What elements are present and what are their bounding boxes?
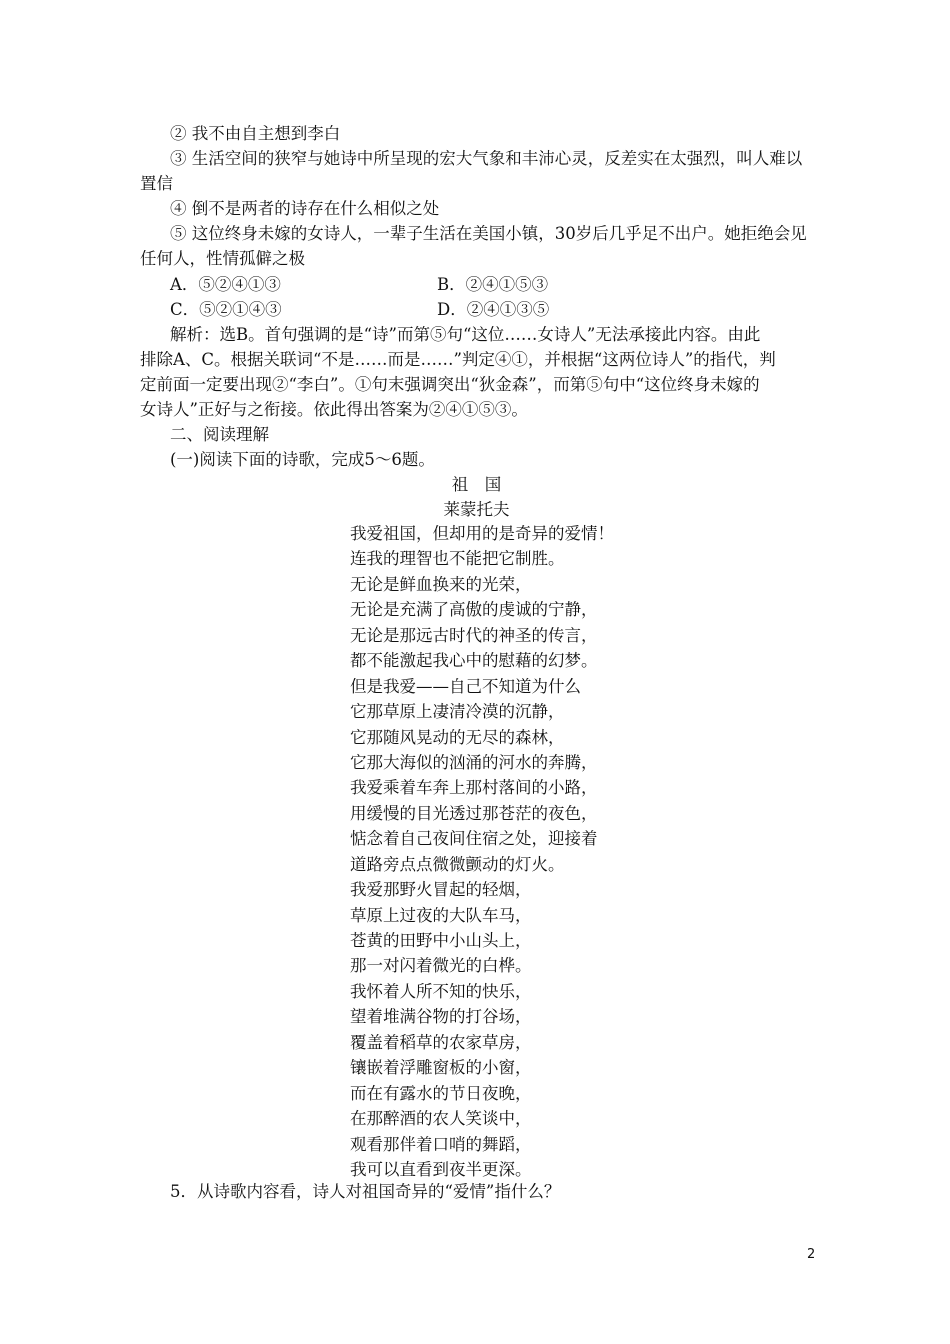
option-item-3-cont: 置信 — [140, 174, 173, 193]
poem-line: 无论是鲜血换来的光荣， — [350, 574, 532, 594]
option-item-2: ② 我不由自主想到李白 — [170, 124, 341, 143]
poem-line: 它那随风晃动的无尽的森林， — [350, 727, 565, 747]
option-item-3: ③ 生活空间的狭窄与她诗中所呈现的宏大气象和丰沛心灵，反差实在太强烈，叫人难以 — [170, 149, 803, 168]
poem-line: 都不能激起我心中的慰藉的幻梦。 — [350, 651, 598, 671]
poem-body — [350, 521, 614, 1182]
option-item-5-cont: 任何人，性情孤僻之极 — [140, 249, 305, 268]
poem-line: 在那醉酒的农人笑谈中， — [350, 1109, 532, 1129]
poem-line: 而在有露水的节日夜晚， — [350, 1083, 532, 1103]
poem-line: 但是我爱——自己不知道为什么 — [350, 676, 581, 696]
section-heading: 二、阅读理解 — [170, 425, 269, 444]
question-5: 5．从诗歌内容看，诗人对祖国奇异的“爱情”指什么？ — [170, 1182, 561, 1201]
poem-line: 无论是那远古时代的神圣的传言， — [350, 625, 598, 645]
analysis-line-1: 解析：选B。首句强调的是“诗”而第⑤句“这位……女诗人”无法承接此内容。由此 — [170, 325, 761, 344]
poem-line: 那一对闪着微光的白桦。 — [350, 956, 532, 976]
analysis-line-2: 排除A、C。根据关联词“不是……而是……”判定④①，并根据“这两位诗人”的指代，判 — [140, 350, 776, 369]
analysis-line-4: 女诗人”正好与之衔接。依此得出答案为②④①⑤③。 — [140, 400, 528, 419]
poem-line: 望着堆满谷物的打谷场， — [350, 1007, 532, 1027]
poem-line: 镶嵌着浮雕窗板的小窗， — [350, 1058, 532, 1078]
poem-line: 我爱祖国，但却用的是奇异的爱情！ — [350, 524, 614, 543]
poem-line: 无论是充满了高傲的虔诚的宁静， — [350, 600, 598, 620]
poem-author: 莱蒙托夫 — [443, 500, 510, 519]
poem-line: 我怀着人所不知的快乐， — [350, 981, 532, 1001]
poem-line: 草原上过夜的大队车马， — [350, 905, 532, 925]
poem-line: 它那大海似的汹涌的河水的奔腾， — [350, 752, 598, 772]
section-instruction: (一)阅读下面的诗歌，完成5～6题。 — [170, 450, 435, 469]
poem-line: 观看那伴着口哨的舞蹈， — [350, 1134, 532, 1154]
choice-b: B．②④①⑤③ — [437, 275, 549, 294]
poem-line: 覆盖着稻草的农家草房， — [350, 1032, 532, 1052]
page-number: 2 — [807, 1247, 816, 1262]
poem-line: 我爱乘着车奔上那村落间的小路， — [350, 778, 598, 798]
choice-a: A．⑤②④①③ — [170, 275, 281, 294]
poem-line: 用缓慢的目光透过那苍茫的夜色， — [350, 803, 598, 823]
poem-line: 道路旁点点微微颤动的灯火。 — [350, 854, 565, 874]
poem-title: 祖 国 — [451, 475, 502, 494]
poem-line: 苍黄的田野中小山头上， — [350, 931, 532, 950]
option-item-4: ④ 倒不是两者的诗存在什么相似之处 — [170, 199, 440, 218]
analysis-line-3: 定前面一定要出现②“李白”。①句末强调突出“狄金森”，而第⑤句中“这位终身未嫁的 — [140, 375, 760, 394]
poem-line: 惦念着自己夜间住宿之处，迎接着 — [350, 829, 598, 849]
choice-d: D．②④①③⑤ — [437, 300, 550, 319]
poem-line: 它那草原上凄清冷漠的沉静， — [350, 702, 565, 722]
choice-c: C．⑤②①④③ — [170, 300, 282, 319]
option-item-5: ⑤ 这位终身未嫁的女诗人，一辈子生活在美国小镇，30岁后几乎足不出户。她拒绝会见 — [170, 224, 807, 243]
poem-line: 我可以直看到夜半更深。 — [350, 1159, 532, 1179]
poem-line: 我爱那野火冒起的轻烟， — [350, 880, 532, 900]
poem-line: 连我的理智也不能把它制胜。 — [350, 549, 565, 569]
